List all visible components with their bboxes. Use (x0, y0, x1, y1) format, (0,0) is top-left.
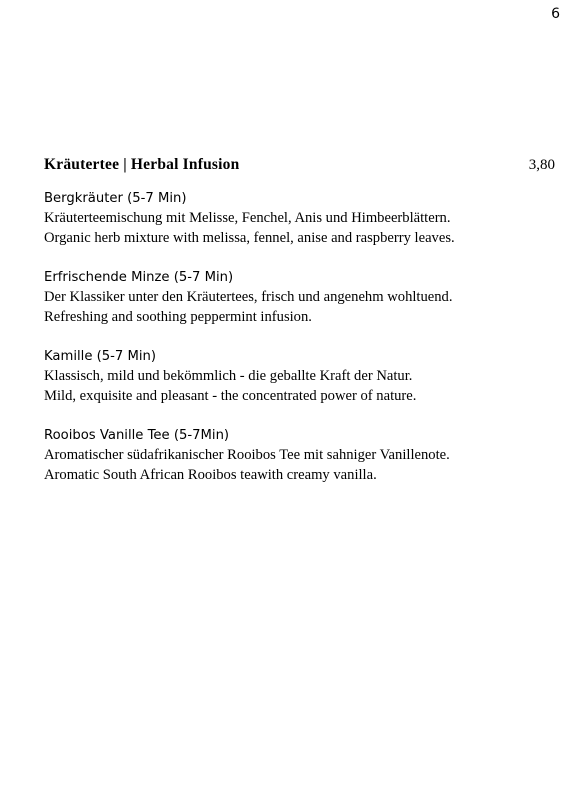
menu-item-rooibos (44, 426, 554, 485)
section-title: Kräutertee | Herbal Infusion (44, 156, 240, 173)
item-description-de: Aromatischer südafrikanischer Rooibos Tee mit sahniger Vanillenote. (44, 447, 450, 463)
item-name: Erfrischende Minze (5-7 Min) (44, 270, 234, 285)
item-description-en: Organic herb mixture with melissa, fennel, anise and raspberry leaves. (44, 230, 455, 246)
item-description-en: Mild, exquisite and pleasant - the concentrated power of nature. (44, 388, 417, 404)
menu-item-kamille (44, 347, 554, 406)
section-header (44, 156, 555, 174)
item-description-en: Refreshing and soothing peppermint infusion. (44, 309, 312, 325)
item-description-de: Kräuterteemischung mit Melisse, Fenchel, Anis und Himbeerblättern. (44, 210, 451, 226)
section-price: 3,80 (528, 157, 555, 173)
menu-item-list (44, 189, 554, 505)
page-number: 6 (551, 6, 560, 22)
item-name: Bergkräuter (5-7 Min) (44, 191, 187, 206)
item-description-de: Der Klassiker unter den Kräutertees, frisch und angenehm wohltuend. (44, 289, 453, 305)
menu-item-minze (44, 268, 554, 327)
item-description-de: Klassisch, mild und bekömmlich - die geballte Kraft der Natur. (44, 368, 413, 384)
item-description-en: Aromatic South African Rooibos teawith creamy vanilla. (44, 467, 377, 483)
item-name: Rooibos Vanille Tee (5-7Min) (44, 428, 230, 443)
item-name: Kamille (5-7 Min) (44, 349, 157, 364)
menu-item-bergkraeuter (44, 189, 554, 248)
